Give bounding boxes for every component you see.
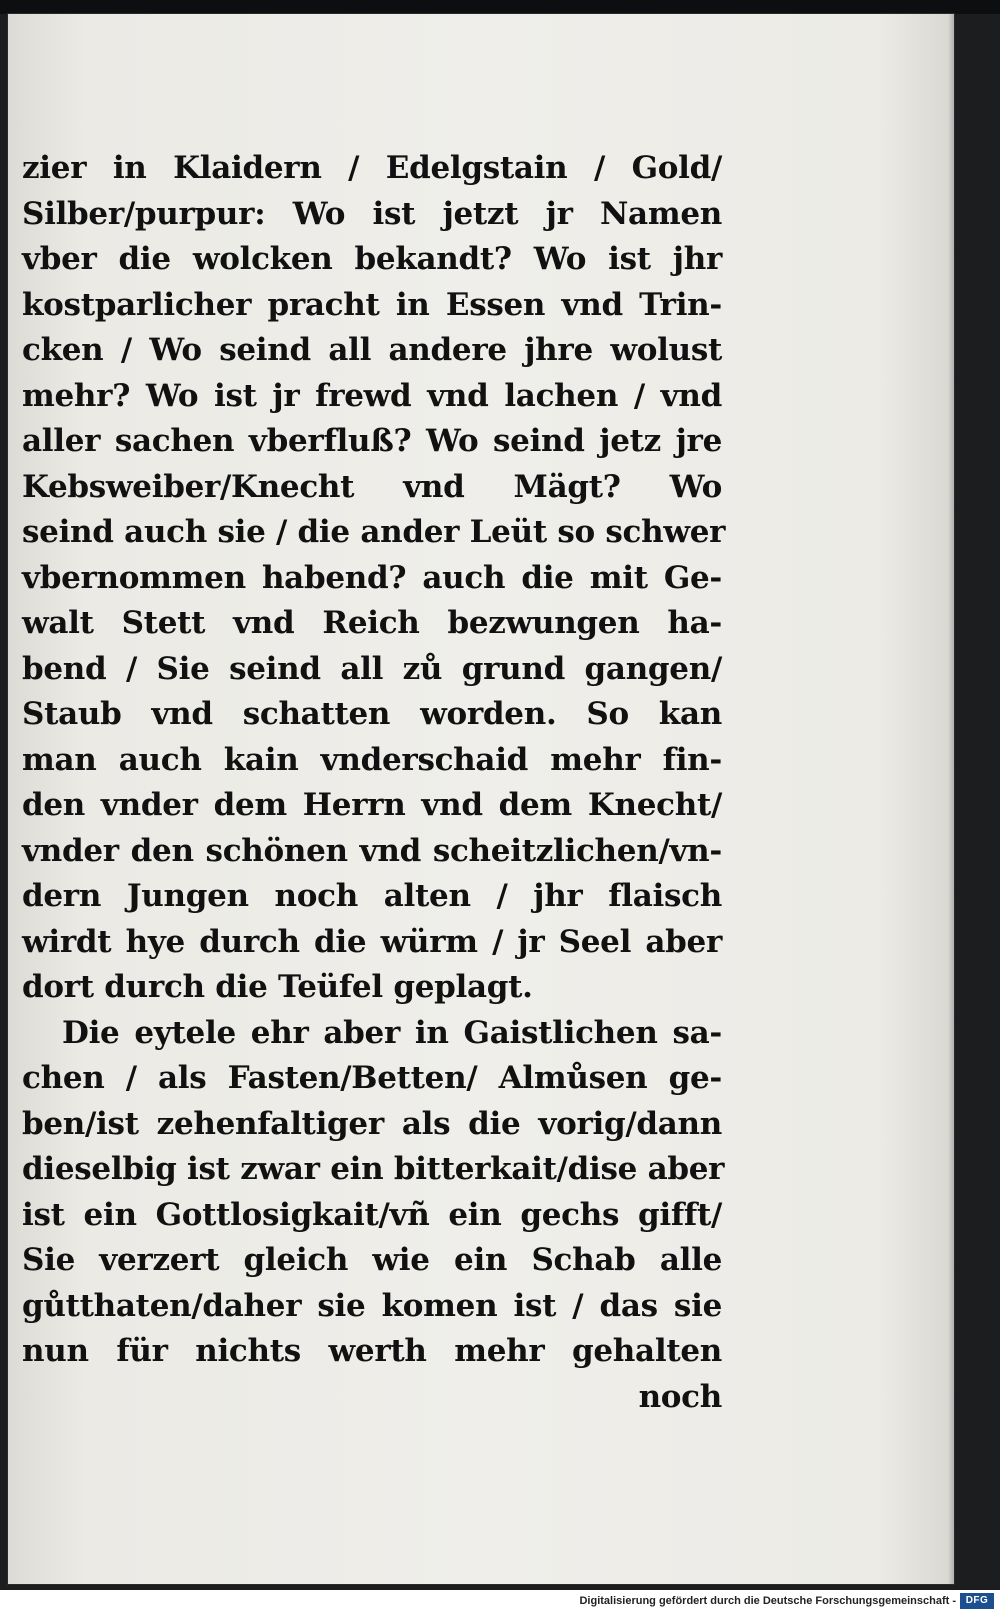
paragraph-start-line: Die eytele ehr aber in Gaistlichen sa- — [62, 1014, 722, 1051]
catchword: noch — [638, 1378, 722, 1415]
text-line: Sie verzert gleich wie ein Schab alle — [22, 1242, 722, 1278]
text-line: dieselbig ist zwar ein bitterkait/dise aber — [22, 1151, 725, 1187]
text-line: wirdt hye durch die würm / jr Seel aber — [22, 923, 722, 960]
text-line: mehr? Wo ist jr frewd vnd lachen / vnd — [22, 377, 722, 414]
page-text-block — [22, 146, 726, 1420]
text-line: Kebsweiber/Knecht vnd Mägt? Wo — [22, 468, 722, 505]
dfg-logo: DFG — [960, 1593, 994, 1609]
text-line: ben/ist zehenfaltiger als die vorig/dann — [22, 1105, 722, 1142]
text-line: walt Stett vnd Reich bezwungen ha- — [22, 605, 722, 641]
text-line: zier in Klaidern / Edelgstain / Gold/ — [22, 150, 722, 186]
text-line: dort durch die Teüfel geplagt. — [22, 969, 533, 1005]
text-line: kostparlicher pracht in Essen vnd Trin- — [22, 286, 722, 323]
text-line: vbernommen habend? auch die mit Ge- — [22, 559, 722, 596]
text-line: vnder den schönen vnd scheitzlichen/vn- — [22, 832, 722, 869]
text-line: man auch kain vnderschaid mehr fin- — [22, 741, 722, 778]
text-line: seind auch sie / die ander Leüt so schwer — [22, 514, 726, 550]
footer-bar — [0, 1590, 1000, 1615]
text-line: den vnder dem Herrn vnd dem Knecht/ — [22, 787, 722, 823]
text-line: ist ein Gottlosigkait/vñ ein gechs gifft/ — [22, 1196, 722, 1233]
text-line: nun für nichts werth mehr gehalten — [22, 1333, 722, 1369]
text-line: Staub vnd schatten worden. So kan — [22, 696, 722, 732]
page-edge-shadow — [948, 14, 954, 1584]
text-line: chen / als Fasten/Betten/ Almůsen ge- — [22, 1060, 722, 1096]
text-line: vber die wolcken bekandt? Wo ist jhr — [22, 241, 722, 277]
text-line: gůtthaten/daher sie komen ist / das sie — [22, 1287, 722, 1324]
book-page — [8, 14, 954, 1584]
text-line: bend / Sie seind all zů grund gangen/ — [22, 650, 722, 687]
text-line: aller sachen vberfluß? Wo seind jetz jre — [22, 423, 722, 459]
digitization-credit: Digitalisierung gefördert durch die Deutsche Forschungsgemeinschaft - — [579, 1595, 956, 1607]
text-line: Silber/purpur: Wo ist jetzt jr Namen — [22, 195, 722, 232]
text-line: cken / Wo seind all andere jhre wolust — [22, 332, 722, 368]
text-line: dern Jungen noch alten / jhr flaisch — [22, 878, 722, 914]
scan-top-edge — [0, 0, 1000, 14]
